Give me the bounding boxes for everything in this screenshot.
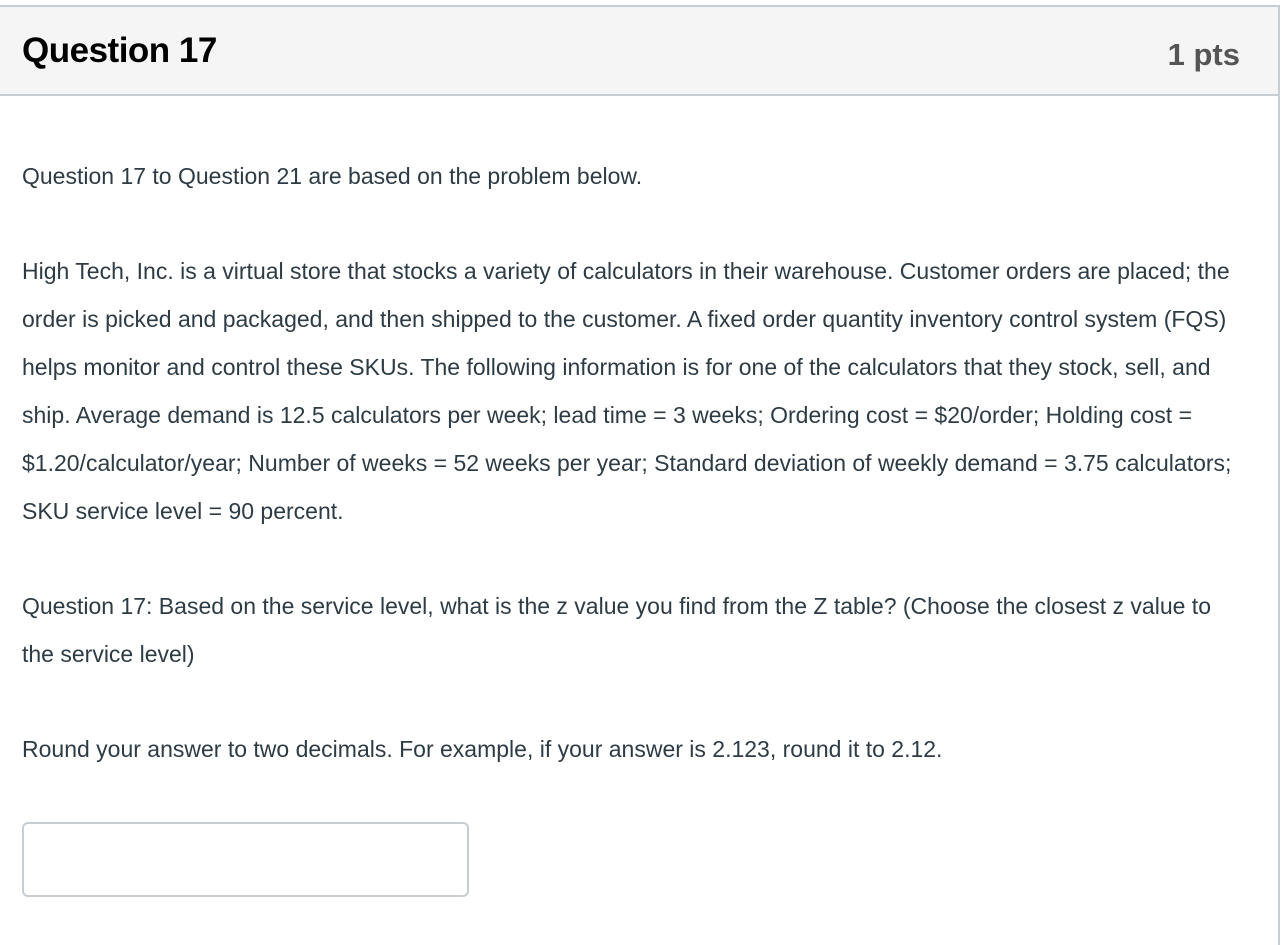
question-body (22, 152, 1242, 773)
question-title: Question 17 (22, 31, 217, 70)
intro-text: Question 17 to Question 21 are based on the problem below. (22, 163, 643, 189)
question-header (0, 7, 1278, 96)
question-prompt: Question 17: Based on the service level, what is the z value you find from the Z table? (Choose the closest z value to the service level) (22, 593, 1211, 667)
problem-text: High Tech, Inc. is a virtual store that stocks a variety of calculators in their warehouse. Customer orders are placed; the order is picked and packaged, and then shipped to the customer. A fixed order quantity inventory control system (FQS) helps monitor and control these SKUs. The following information is for one of the calculators that they stock, sell, and ship. Average demand is 12.5 calculators per week; lead time = 3 weeks; Ordering cost = $20/order; Holding cost = $1.20/calculator/year; Number of weeks = 52 weeks per year; Standard deviation of weekly demand = 3.75 calculators; SKU service level = 90 percent. (22, 258, 1232, 524)
question-card (0, 5, 1280, 945)
question-points: 1 pts (1167, 37, 1240, 72)
answer-input[interactable] (22, 822, 469, 897)
rounding-instructions: Round your answer to two decimals. For example, if your answer is 2.123, round it to 2.12. (22, 736, 943, 762)
